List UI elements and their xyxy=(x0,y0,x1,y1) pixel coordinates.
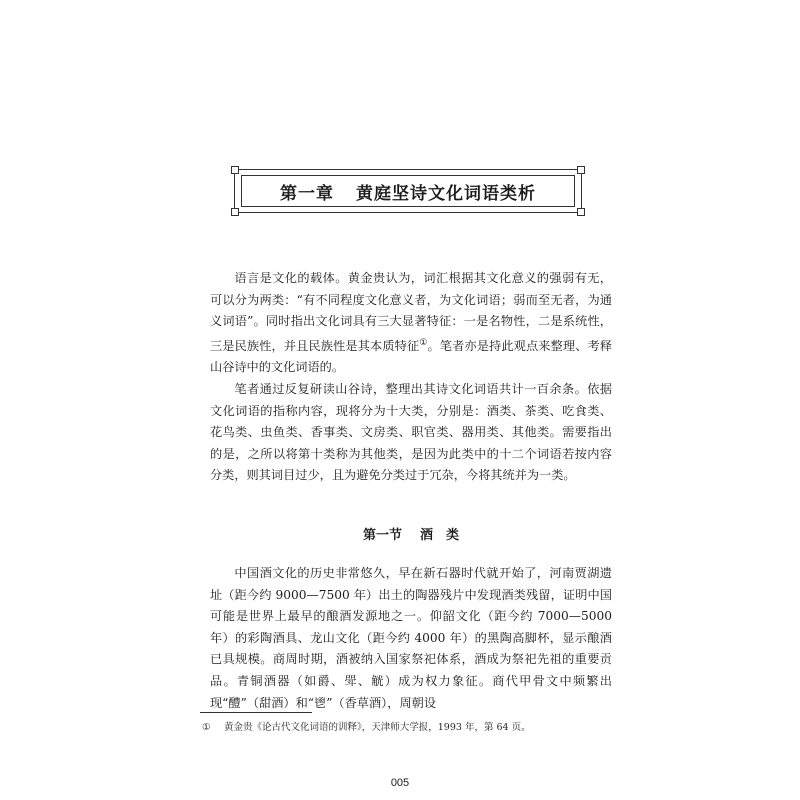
intro-text xyxy=(210,268,612,487)
footnote xyxy=(202,719,531,733)
section-paragraph-1: 中国酒文化的历史非常悠久，早在新石器时代就开始了，河南贾湖遗址（距今约 9000—7500 年）出土的陶器残片中发现酒类残留，证明中国可能是世界上最早的酿酒发源地之一。仰韶文化（距今约 7000—5000 年）的彩陶酒具、龙山文化（距今约 4000 年）的黑陶高脚杯，显示酿酒已具规模。商周时期，酒被纳入国家祭祀体系，酒成为祭祀先祖的重要贡品。青铜酒器（如爵、斝、觥）成为权力象征。商代甲骨文中频繁出现“醴”（甜酒）和“鬯”（香草酒），周朝设 xyxy=(210,566,612,710)
footnote-text: 黄金贵《论古代文化词语的训释》，天津师大学报，1993 年，第 64 页。 xyxy=(224,722,531,733)
intro-paragraph-2: 笔者通过反复研读山谷诗，整理出其诗文化词语共计一百余条。依据文化词语的指称内容，现将分为十大类，分别是：酒类、茶类、吃食类、花鸟类、虫鱼类、香事类、文房类、职官类、器用类、其他类。需要指出的是，之所以将第十类称为其他类，是因为此类中的十二个词语若按内容分类，则其词目过少，且为避免分类过于冗杂，今将其统并为一类。 xyxy=(210,382,612,483)
frame-corner-ornament xyxy=(577,208,585,216)
frame-corner-ornament xyxy=(577,166,585,174)
frame-corner-ornament xyxy=(231,208,239,216)
chapter-title-inner-border xyxy=(241,175,575,207)
section-body-text xyxy=(210,563,612,714)
footnote-divider xyxy=(200,712,312,713)
section-title-text: 酒 类 xyxy=(420,528,460,543)
chapter-title-frame xyxy=(234,169,582,213)
chapter-title-text: 黄庭坚诗文化词语类析 xyxy=(356,183,536,204)
frame-corner-ornament xyxy=(231,166,239,174)
footnote-reference[interactable]: ① xyxy=(419,337,428,348)
intro-paragraph-1: 语言是文化的载体。黄金贵认为，词汇根据其文化意义的强弱有无，可以分为两类：“有不同程度文化意义者，为文化词语；弱而至无者，为通义词语”。同时指出文化词具有三大显著特征：一是名物性，二是系统性，三是民族性，并且民族性是其本质特征①。笔者亦是持此观点来整理、考释山谷诗中的文化词语的。 xyxy=(210,271,613,375)
page-number: 005 xyxy=(390,777,410,789)
chapter-heading xyxy=(280,179,536,204)
footnote-mark: ① xyxy=(202,722,211,733)
chapter-number: 第一章 xyxy=(280,183,334,204)
section-heading xyxy=(210,524,612,543)
section-number: 第一节 xyxy=(362,528,402,543)
